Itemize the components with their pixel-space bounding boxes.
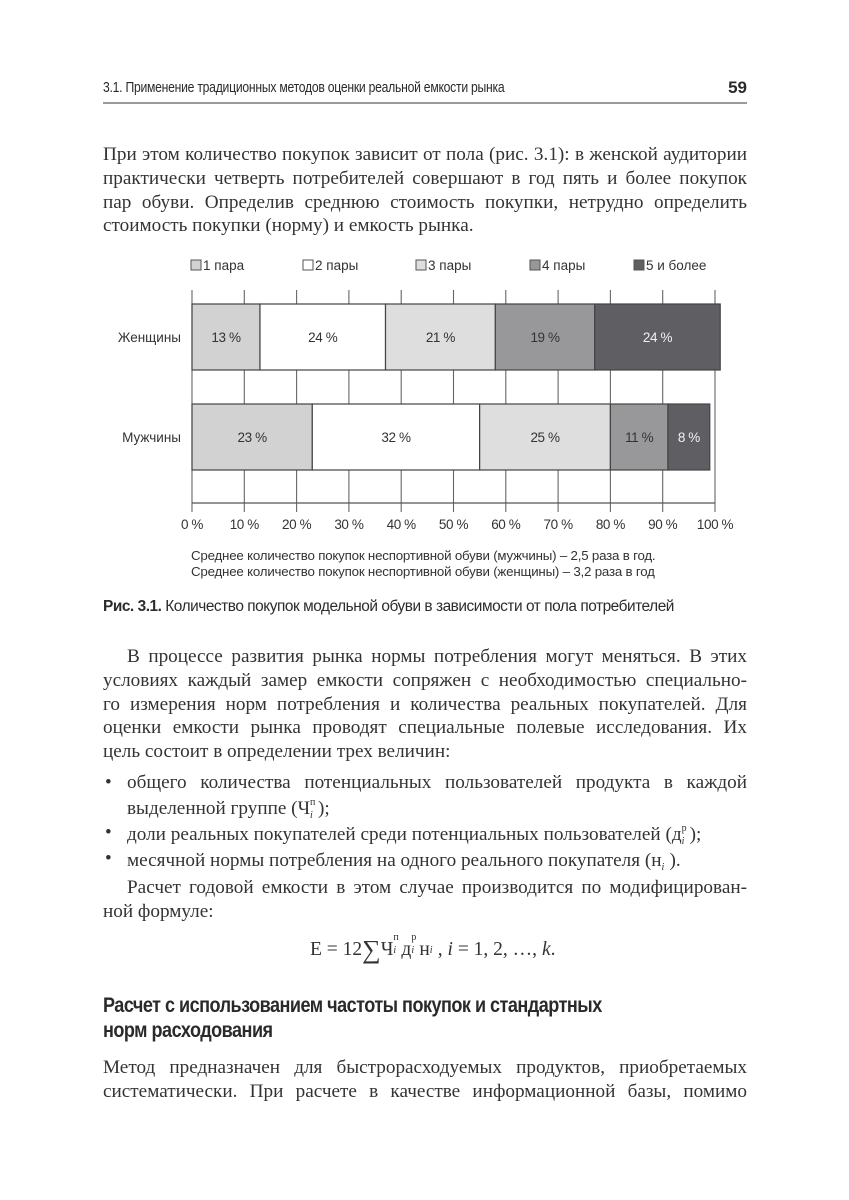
legend-swatch <box>530 260 540 270</box>
math-indices <box>681 821 690 847</box>
bar-segment-group <box>495 304 594 370</box>
bar-value-label: 13 % <box>211 330 241 345</box>
subscript: i <box>310 809 313 821</box>
text-line: пар обуви. Определив среднюю стоимость покупки, нетрудно определить <box>103 191 747 213</box>
subscript: i <box>661 861 665 873</box>
text-fragment: доли реальных покупателей среди потенциальных пользователей ( <box>127 823 672 845</box>
bar-segment-group <box>260 304 386 370</box>
bullet-icon: • <box>105 847 112 869</box>
formula-lhs: E = 12 <box>310 939 363 960</box>
text-fragment: месячной нормы потребления на одного реального покупателя ( <box>127 849 652 871</box>
formula-sep: , <box>437 939 448 960</box>
page-number: 59 <box>728 78 747 97</box>
bullet-list <box>103 771 747 873</box>
paragraph-4 <box>103 1056 747 1104</box>
x-tick-label: 90 % <box>648 517 678 532</box>
heading-line: Расчет с использованием частоты покупок и стандартных <box>103 994 602 1017</box>
subscript: i <box>429 944 433 956</box>
math-indices <box>661 847 670 873</box>
bar-value-label: 11 % <box>625 430 654 445</box>
text-fragment: выделенной группе ( <box>127 797 298 819</box>
legend-swatch <box>191 260 201 270</box>
text-line: При этом количество покупок зависит от пола (рис. 3.1): в женской аудитории <box>103 144 747 165</box>
text-line: систематически. При расчете в качестве информационной базы, помимо <box>103 1080 747 1102</box>
subscript: i <box>411 944 415 956</box>
chart-note-women: Среднее количество покупок неспортивной обуви (женщины) – 3,2 раза в год <box>191 564 655 579</box>
bar-segment-group <box>610 404 668 470</box>
bullet-icon: • <box>105 821 112 843</box>
legend-label: 3 пары <box>428 258 472 273</box>
figure-caption-text: Количество покупок модельной обуви в зависимости от пола потребителей <box>161 598 674 615</box>
chart-note-men: Среднее количество покупок неспортивной обуви (мужчины) – 2,5 раза в год. <box>191 548 656 563</box>
intro-paragraph <box>103 143 747 238</box>
text-line: В процессе развития рынка нормы потребления могут меняться. В этих <box>127 646 747 667</box>
text-line: цель состоит в определении трех величин: <box>103 741 451 763</box>
formula-term: Ч <box>380 939 394 960</box>
bar-value-label: 25 % <box>530 430 560 445</box>
capacity-formula <box>310 931 556 965</box>
x-tick-label: 40 % <box>386 517 416 532</box>
figure-caption-label: Рис. 3.1. <box>103 598 162 615</box>
chart-svg <box>0 250 849 550</box>
text-line: Метод предназначен для быстрорасходуемых продуктов, приобретаемых <box>103 1057 747 1078</box>
math-symbol: Ч <box>297 797 311 819</box>
bar-segment-group <box>668 404 710 470</box>
x-tick-label: 0 % <box>180 517 204 532</box>
bar-value-label: 32 % <box>381 430 411 445</box>
heading-line: норм расходования <box>103 1019 273 1042</box>
text-line <box>127 821 747 847</box>
category-label: Женщины <box>117 330 181 345</box>
bar-value-label: 23 % <box>237 430 267 445</box>
paragraph-2 <box>103 645 747 764</box>
math-indices <box>310 795 318 821</box>
text-line: общего количества потенциальных пользователей продукта в каждой <box>127 772 747 793</box>
figure-caption <box>103 598 674 616</box>
bar-segment-group <box>386 304 496 370</box>
list-item <box>103 771 747 821</box>
bar-value-label: 8 % <box>677 430 700 445</box>
legend-swatch <box>303 260 313 270</box>
legend-swatch <box>634 260 644 270</box>
x-tick-label: 100 % <box>696 517 734 532</box>
text-line: условиях каждый замер емкости сопряжен с необходимостью специально- <box>103 669 747 691</box>
superscript: п <box>393 931 399 943</box>
legend-item <box>634 258 706 273</box>
formula-index-end: k <box>541 939 551 960</box>
text-line: практически четверть потребителей совершают в год пять и более покупок <box>103 167 747 189</box>
math-symbol: н <box>651 849 662 871</box>
bar-value-label: 24 % <box>308 330 338 345</box>
x-tick-label: 30 % <box>334 517 364 532</box>
chart-notes <box>191 548 655 580</box>
bar-segment-group <box>480 404 611 470</box>
x-tick-label: 20 % <box>282 517 312 532</box>
text-line: стоимость покупки (норму) и емкость рынка. <box>103 215 474 237</box>
legend-item <box>191 258 245 273</box>
bar-segment-group <box>312 404 479 470</box>
bar-segment-group <box>192 304 260 370</box>
x-tick-label: 50 % <box>438 517 469 532</box>
legend-swatch <box>416 260 426 270</box>
legend-item <box>416 258 471 273</box>
subscript: i <box>681 835 685 847</box>
subscript: i <box>393 944 397 956</box>
category-label: Мужчины <box>122 430 181 445</box>
x-tick-label: 70 % <box>543 517 573 532</box>
paragraph-3 <box>103 876 747 924</box>
legend-label: 2 пары <box>315 258 359 273</box>
list-item <box>103 847 747 873</box>
formula-index-var: i <box>447 939 453 960</box>
bar-value-label: 21 % <box>425 330 456 345</box>
superscript: р <box>681 822 687 834</box>
math-indices <box>411 931 419 956</box>
text-line: го измерения норм потребления и количества реальных покупателей. Для <box>103 693 747 715</box>
math-indices <box>393 931 401 956</box>
superscript: р <box>411 931 417 943</box>
formula-term: н <box>419 939 430 960</box>
running-head <box>103 76 747 104</box>
legend-label: 5 и более <box>646 258 707 273</box>
formula-term: д <box>401 939 412 960</box>
formula-end: . <box>550 939 556 960</box>
legend-item <box>530 258 585 273</box>
bar-value-label: 24 % <box>642 330 673 345</box>
text-fragment: ); <box>689 823 702 845</box>
sum-icon: ∑ <box>362 935 381 964</box>
math-indices <box>430 936 438 956</box>
legend-item <box>303 258 358 273</box>
x-tick-label: 60 % <box>491 517 521 532</box>
chapter-section-title: 3.1. Применение традиционных методов оценки реальной емкости рынка <box>103 80 505 96</box>
bar-segment-group <box>192 404 312 470</box>
text-line <box>127 847 747 873</box>
math-symbol: д <box>671 823 682 845</box>
chart-bars <box>192 304 720 470</box>
category-labels <box>118 330 181 445</box>
text-line <box>127 795 747 821</box>
x-tick-label: 10 % <box>229 517 259 532</box>
text-line: Расчет годовой емкости в этом случае производится по модифицирован- <box>127 877 747 898</box>
superscript: п <box>310 796 316 808</box>
bar-value-label: 19 % <box>530 330 560 345</box>
bar-segment-group <box>595 304 721 370</box>
text-line: ной формуле: <box>103 900 214 922</box>
text-line: оценки емкости рынка проводят специальные полевые исследования. Их <box>103 717 747 739</box>
formula-index-range: = 1, 2, …, <box>452 939 542 960</box>
text-fragment: ). <box>669 849 681 871</box>
list-item <box>103 821 747 847</box>
legend-label: 1 пара <box>203 258 245 273</box>
section-heading <box>103 993 619 1043</box>
x-tick-label: 80 % <box>595 517 625 532</box>
x-axis <box>181 503 734 532</box>
text-fragment: ); <box>318 797 330 819</box>
chart-legend <box>191 258 706 273</box>
bullet-icon: • <box>105 772 112 793</box>
legend-label: 4 пары <box>542 258 586 273</box>
stacked-bar-chart <box>0 250 849 590</box>
